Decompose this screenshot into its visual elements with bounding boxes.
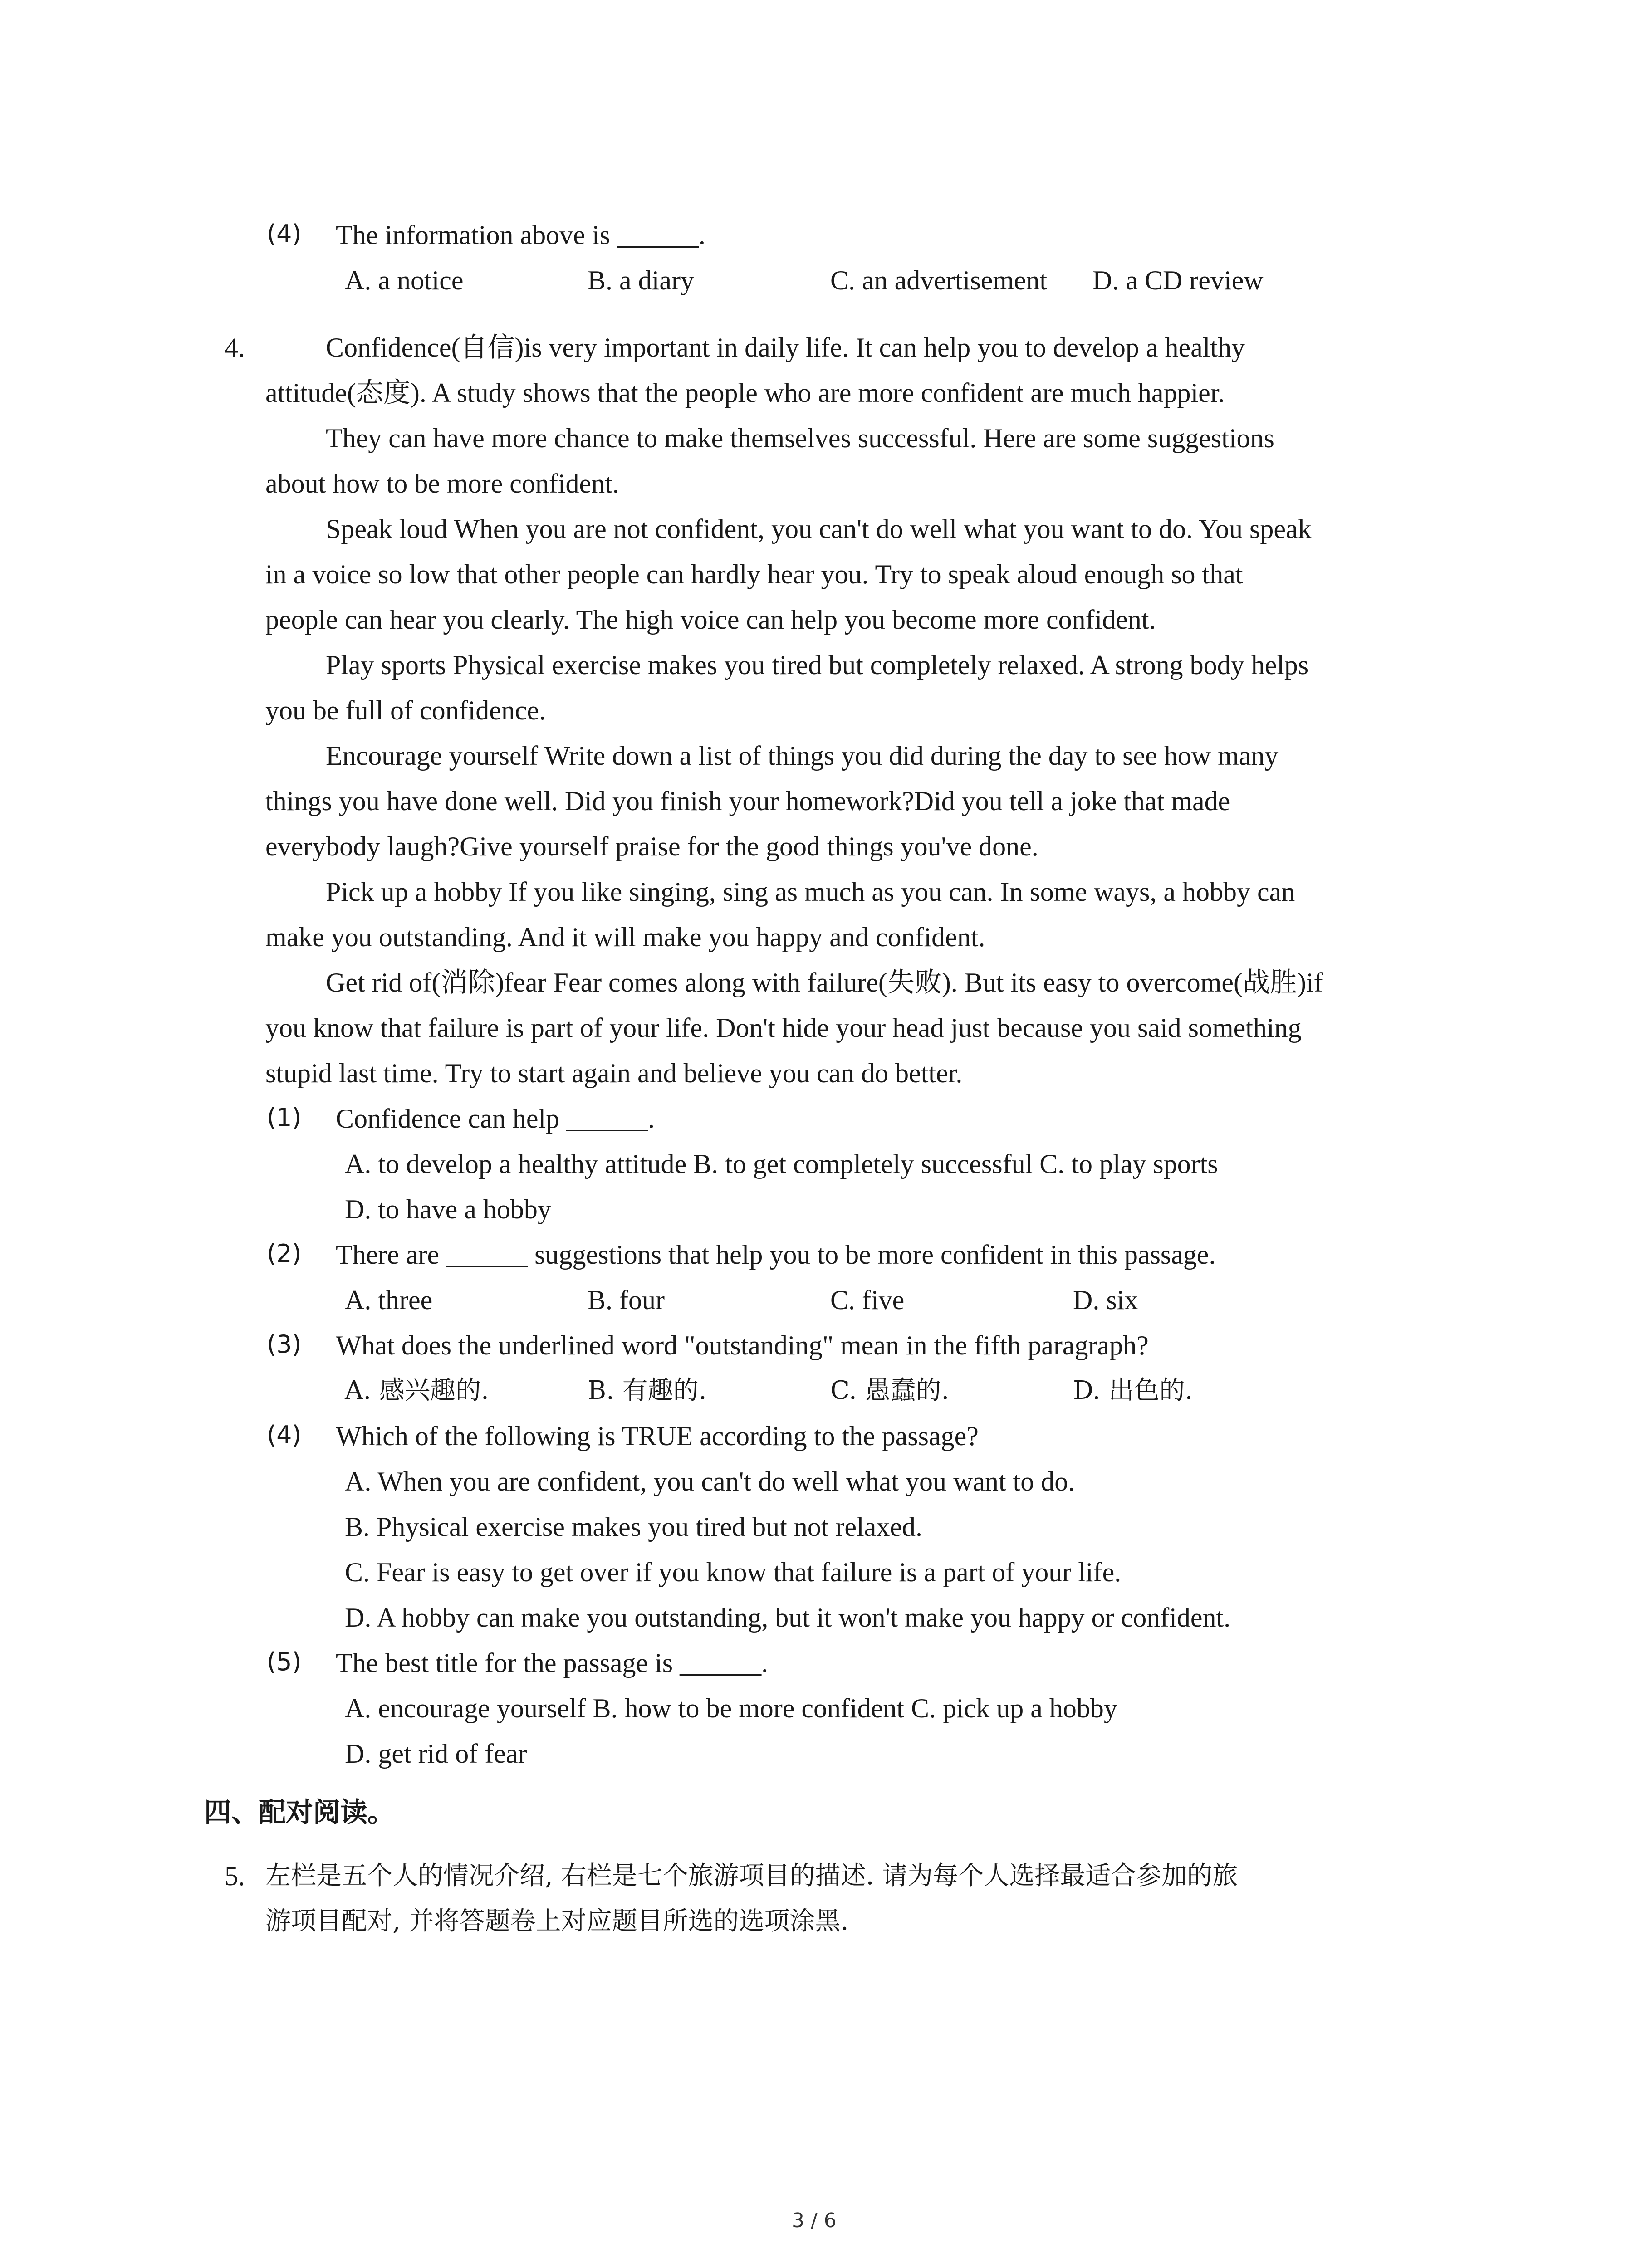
- question-number: (5): [267, 1647, 302, 1676]
- option-a: A. 感兴趣的.: [345, 1376, 489, 1405]
- option-c: C. 愚蠢的.: [830, 1376, 950, 1405]
- question-number: (1): [267, 1103, 302, 1132]
- passage-line: stupid last time. Try to start again and believe you can do better.: [265, 1058, 963, 1088]
- passage-line: make you outstanding. And it will make you happy and confident.: [265, 922, 985, 952]
- passage-line: Confidence(自信)is very important in daily life. It can help you to develop a healthy: [326, 332, 1245, 362]
- passage-line: attitude(态度). A study shows that the people who are more confident are much happier.: [265, 378, 1225, 408]
- option-a: A. three: [345, 1285, 433, 1315]
- question-number: 4.: [225, 332, 245, 362]
- option-b: B. a diary: [588, 265, 694, 295]
- option-a: A. When you are confident, you can't do well what you want to do.: [345, 1466, 1075, 1496]
- passage-line: you be full of confidence.: [265, 695, 546, 725]
- passage-line: They can have more chance to make themselves successful. Here are some suggestions: [326, 423, 1274, 453]
- option-a: A. a notice: [345, 265, 464, 295]
- option-c: C. Fear is easy to get over if you know that failure is a part of your life.: [345, 1557, 1122, 1587]
- passage-line: Pick up a hobby If you like singing, sing as much as you can. In some ways, a hobby can: [326, 877, 1295, 907]
- question-text: The information above is ______.: [336, 220, 705, 250]
- question-number: (4): [267, 220, 302, 248]
- options-line: A. encourage yourself B. how to be more confident C. pick up a hobby: [345, 1693, 1117, 1723]
- passage-line: everybody laugh?Give yourself praise for the good things you've done.: [265, 831, 1038, 861]
- page-number: 3 / 6: [792, 2209, 837, 2232]
- instruction-line: 左栏是五个人的情况介绍, 右栏是七个旅游项目的描述. 请为每个人选择最适合参加的旅: [265, 1861, 1238, 1891]
- option-c: C. five: [830, 1285, 905, 1315]
- question-text: Which of the following is TRUE according to the passage?: [336, 1421, 979, 1451]
- question-number: 5.: [225, 1861, 245, 1891]
- passage-line: in a voice so low that other people can hardly hear you. Try to speak aloud enough so that: [265, 559, 1243, 589]
- options-line: A. to develop a healthy attitude B. to get completely successful C. to play sports: [345, 1149, 1218, 1179]
- question-number: (3): [267, 1330, 302, 1359]
- option-d: D. A hobby can make you outstanding, but it won't make you happy or confident.: [345, 1603, 1231, 1633]
- passage-line: things you have done well. Did you finish your homework?Did you tell a joke that made: [265, 786, 1230, 816]
- options-line: D. get rid of fear: [345, 1739, 527, 1769]
- option-d: D. six: [1073, 1285, 1138, 1315]
- option-b: B. Physical exercise makes you tired but not relaxed.: [345, 1512, 922, 1542]
- passage-line: Get rid of(消除)fear Fear comes along with failure(失败). But its easy to overcome(战胜)if: [326, 968, 1323, 997]
- passage-line: Speak loud When you are not confident, you can't do well what you want to do. You speak: [326, 514, 1312, 544]
- option-b: B. four: [588, 1285, 665, 1315]
- question-number: (2): [267, 1239, 302, 1268]
- option-d: D. a CD review: [1092, 265, 1264, 295]
- options-line: D. to have a hobby: [345, 1194, 551, 1224]
- instruction-line: 游项目配对, 并将答题卷上对应题目所选的选项涂黑.: [265, 1906, 849, 1936]
- option-d: D. 出色的.: [1073, 1376, 1193, 1405]
- passage-line: about how to be more confident.: [265, 469, 619, 499]
- question-text: The best title for the passage is ______.: [336, 1648, 769, 1678]
- passage-line: Encourage yourself Write down a list of things you did during the day to see how many: [326, 741, 1279, 771]
- option-b: B. 有趣的.: [588, 1376, 707, 1405]
- section-heading: 四、配对阅读。: [204, 1797, 395, 1828]
- passage-line: Play sports Physical exercise makes you tired but completely relaxed. A strong body helps: [326, 650, 1309, 680]
- passage-line: you know that failure is part of your life. Don't hide your head just because you said something: [265, 1013, 1302, 1043]
- passage-line: people can hear you clearly. The high voice can help you become more confident.: [265, 605, 1156, 635]
- question-text: Confidence can help ______.: [336, 1104, 655, 1134]
- option-c: C. an advertisement: [830, 265, 1048, 295]
- question-text: There are ______ suggestions that help you to be more confident in this passage.: [336, 1240, 1216, 1270]
- question-text: What does the underlined word "outstanding" mean in the fifth paragraph?: [336, 1330, 1149, 1360]
- question-number: (4): [267, 1421, 302, 1449]
